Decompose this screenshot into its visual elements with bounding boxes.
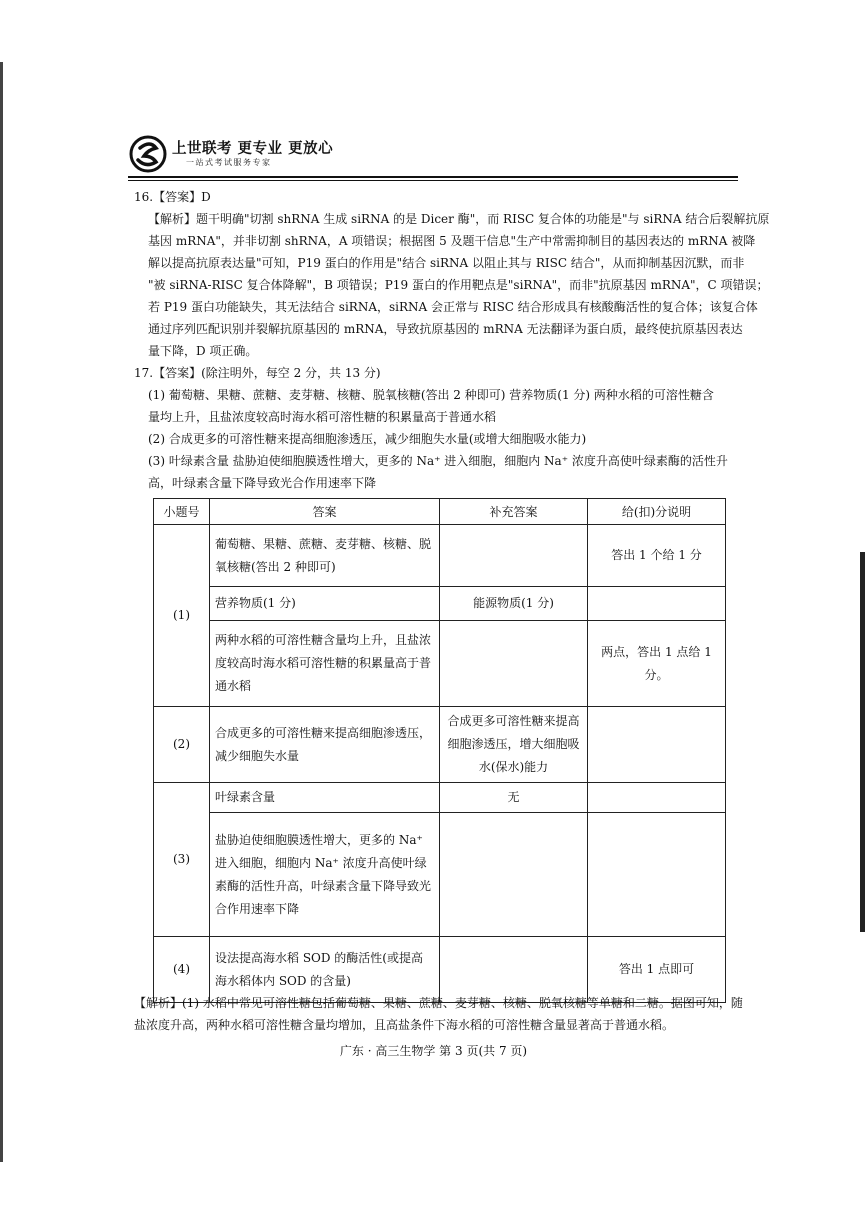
q17-answer: 17.【答案】(除注明外，每空 2 分，共 13 分) xyxy=(134,366,381,380)
answer-cell: 设法提高海水稻 SOD 的酶活性(或提高海水稻体内 SOD 的含量) xyxy=(210,937,440,1003)
answer-cell: 叶绿素含量 xyxy=(210,783,440,813)
logo-title: 上世联考 更专业 更放心 xyxy=(172,141,334,157)
q17-part-2: (2) 合成更多的可溶性糖来提高细胞渗透压，减少细胞失水量(或增大细胞吸水能力) xyxy=(148,432,587,446)
header-logo xyxy=(128,134,334,174)
table-row xyxy=(154,783,726,813)
answer-cell: 盐胁迫使细胞膜透性增大，更多的 Na⁺ 进入细胞，细胞内 Na⁺ 浓度升高使叶绿素酶的活性升高，叶绿素含量下降导致光合作用速率下降 xyxy=(210,813,440,937)
header-rule xyxy=(128,176,738,178)
header-cell: 小题号 xyxy=(154,499,210,525)
scan-edge-left xyxy=(0,62,3,1162)
extra-cell xyxy=(440,525,588,587)
q16-analysis-line: "被 siRNA-RISC 复合体降解"，B 项错误；P19 蛋白的作用靶点是"siRNA"，而非"抗原基因 mRNA"，C 项错误； xyxy=(148,278,769,292)
q16-analysis-line: 通过序列匹配识别并裂解抗原基因的 mRNA，导致抗原基因的 mRNA 无法翻译为蛋白质，最终使抗原基因表达 xyxy=(148,322,743,336)
answer-cell: 营养物质(1 分) xyxy=(210,587,440,621)
q16-answer: 16.【答案】D xyxy=(134,190,211,204)
page-footer: 广东 · 高三生物学 第 3 页(共 7 页) xyxy=(339,1044,528,1058)
extra-cell: 合成更多可溶性糖来提高细胞渗透压，增大细胞吸水(保水)能力 xyxy=(440,707,588,783)
note-cell: 答出 1 个给 1 分 xyxy=(588,525,726,587)
q17-part-1-cont: 量均上升，且盐浓度较高时海水稻可溶性糖的积累量高于普通水稻 xyxy=(148,410,497,424)
q16-analysis-line: 若 P19 蛋白功能缺失，其无法结合 siRNA，siRNA 会正常与 RISC 结合形成具有核酸酶活性的复合体；该复合体 xyxy=(148,300,758,314)
q17-part-1: (1) 葡萄糖、果糖、蔗糖、麦芽糖、核糖、脱氧核糖(答出 2 种即可) 营养物质(1 分) 两种水稻的可溶性糖含 xyxy=(148,388,714,402)
table-row xyxy=(154,621,726,707)
header-rule-thin xyxy=(128,180,738,181)
scoring-table xyxy=(153,498,726,1003)
q16-analysis-line: 解以提高抗原表达量"可知，P19 蛋白的作用是"结合 siRNA 以阻止其与 RISC 结合"，从而抑制基因沉默，而非 xyxy=(148,256,745,270)
extra-cell xyxy=(440,813,588,937)
logo-mark-icon xyxy=(128,134,168,174)
note-cell xyxy=(588,783,726,813)
table-row xyxy=(154,707,726,783)
table-row xyxy=(154,587,726,621)
answer-cell: 葡萄糖、果糖、蔗糖、麦芽糖、核糖、脱氧核糖(答出 2 种即可) xyxy=(210,525,440,587)
note-cell xyxy=(588,587,726,621)
answer-cell: 两种水稻的可溶性糖含量均上升，且盐浓度较高时海水稻可溶性糖的积累量高于普通水稻 xyxy=(210,621,440,707)
analysis-line: 【解析】(1) 水稻中常见可溶性糖包括葡萄糖、果糖、蔗糖、麦芽糖、核糖、脱氧核糖等单糖和二糖。据图可知，随 xyxy=(134,996,743,1010)
question-number: (2) xyxy=(154,707,210,783)
logo-subtitle: 一站式考试服务专家 xyxy=(186,158,272,167)
analysis-line: 盐浓度升高，两种水稻可溶性糖含量均增加，且高盐条件下海水稻的可溶性糖含量显著高于普通水稻。 xyxy=(134,1018,675,1032)
question-number: (3) xyxy=(154,783,210,937)
q16-analysis-line: 基因 mRNA"，并非切割 shRNA，A 项错误；根据图 5 及题干信息"生产中常需抑制目的基因表达的 mRNA 被降 xyxy=(148,234,756,248)
note-cell: 两点，答出 1 点给 1 分。 xyxy=(588,621,726,707)
table-row xyxy=(154,813,726,937)
header-cell: 补充答案 xyxy=(440,499,588,525)
q16-analysis-line: 【解析】题干明确"切割 shRNA 生成 siRNA 的是 Dicer 酶"，而 RISC 复合体的功能是"与 siRNA 结合后裂解抗原 xyxy=(148,212,770,226)
q17-part-3-cont: 高，叶绿素含量下降导致光合作用速率下降 xyxy=(148,476,377,490)
extra-cell: 能源物质(1 分) xyxy=(440,587,588,621)
table-row xyxy=(154,525,726,587)
q16-analysis-line: 量下降，D 项正确。 xyxy=(148,344,258,358)
scan-edge-right xyxy=(860,552,865,932)
answer-cell: 合成更多的可溶性糖来提高细胞渗透压，减少细胞失水量 xyxy=(210,707,440,783)
table-row xyxy=(154,937,726,1003)
extra-cell: 无 xyxy=(440,783,588,813)
extra-cell xyxy=(440,937,588,1003)
note-cell xyxy=(588,813,726,937)
note-cell xyxy=(588,707,726,783)
table-header-row xyxy=(154,499,726,525)
q17-part-3: (3) 叶绿素含量 盐胁迫使细胞膜透性增大，更多的 Na⁺ 进入细胞，细胞内 Na⁺ 浓度升高使叶绿素酶的活性升 xyxy=(148,454,728,468)
question-number: (4) xyxy=(154,937,210,1003)
extra-cell xyxy=(440,621,588,707)
header-cell: 给(扣)分说明 xyxy=(588,499,726,525)
note-cell: 答出 1 点即可 xyxy=(588,937,726,1003)
header-cell: 答案 xyxy=(210,499,440,525)
question-number: (1) xyxy=(154,525,210,707)
